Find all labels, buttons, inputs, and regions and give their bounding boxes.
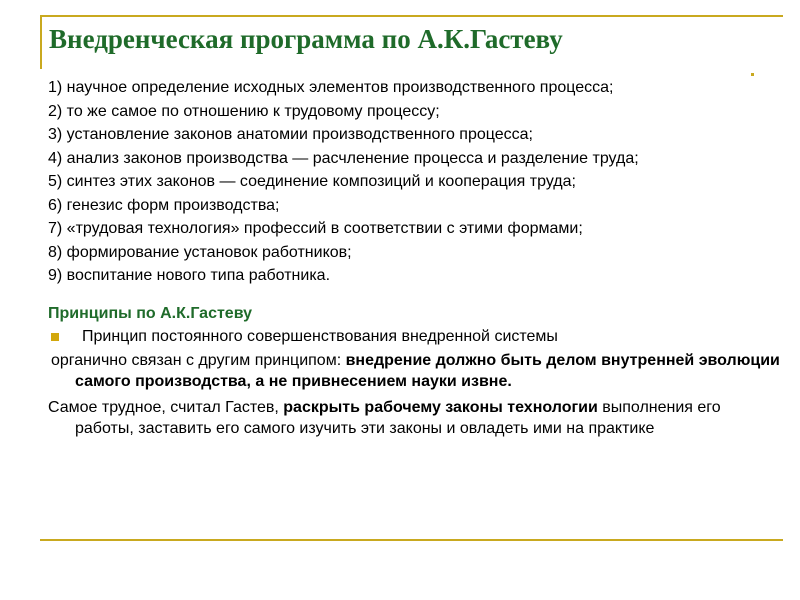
principles-heading: Принципы по А.К.Гастеву xyxy=(48,304,253,322)
principle-text: Принцип постоянного совершенствования внедренной системы xyxy=(82,328,558,345)
slide-body xyxy=(48,77,783,440)
paragraph-bold-text: раскрыть рабочему законы технологии xyxy=(283,398,598,416)
list-item: 5) синтез этих законов — соединение композиций и кооперация труда; xyxy=(48,173,576,190)
list-item: 3) установление законов анатомии производственного процесса; xyxy=(48,126,533,143)
square-bullet-icon xyxy=(51,333,59,341)
slide-title: Внедренческая программа по А.К.Гастеву xyxy=(49,24,563,54)
list-item: 8) формирование установок работников; xyxy=(48,243,352,261)
frame-left-line xyxy=(40,15,42,69)
list-item: 2) то же самое по отношению к трудовому процессу; xyxy=(48,102,440,120)
list-item: 6) генезис форм производства; xyxy=(48,196,280,214)
list-item: 4) анализ законов производства — расчленение процесса и разделение труда; xyxy=(48,149,639,167)
paragraph-bold-text: внедрение должно быть делом внутренней эволюции самого производства, а не привнесением науки извне. xyxy=(75,351,780,390)
list-item: 7) «трудовая технология» профессий в соответствии с этими формами; xyxy=(48,220,583,237)
gastev-quote-paragraph xyxy=(48,397,783,440)
list-item: 1) научное определение исходных элементов производственного процесса; xyxy=(48,79,614,96)
paragraph-plain-text: Самое трудное, считал Гастев, xyxy=(48,398,284,416)
frame-bottom-line xyxy=(40,539,783,541)
paragraph-plain-text: выполнения его работы, заставить его самого изучить эти законы и овладеть ими на практике xyxy=(75,398,721,437)
principle-paragraph xyxy=(48,350,783,393)
principle-bullet-item xyxy=(48,326,783,348)
decorative-dot xyxy=(751,73,754,76)
frame-top-line xyxy=(40,15,783,17)
paragraph-plain-text: органично связан с другим принципом: xyxy=(51,351,346,369)
list-item: 9) воспитание нового типа работника. xyxy=(48,267,331,284)
